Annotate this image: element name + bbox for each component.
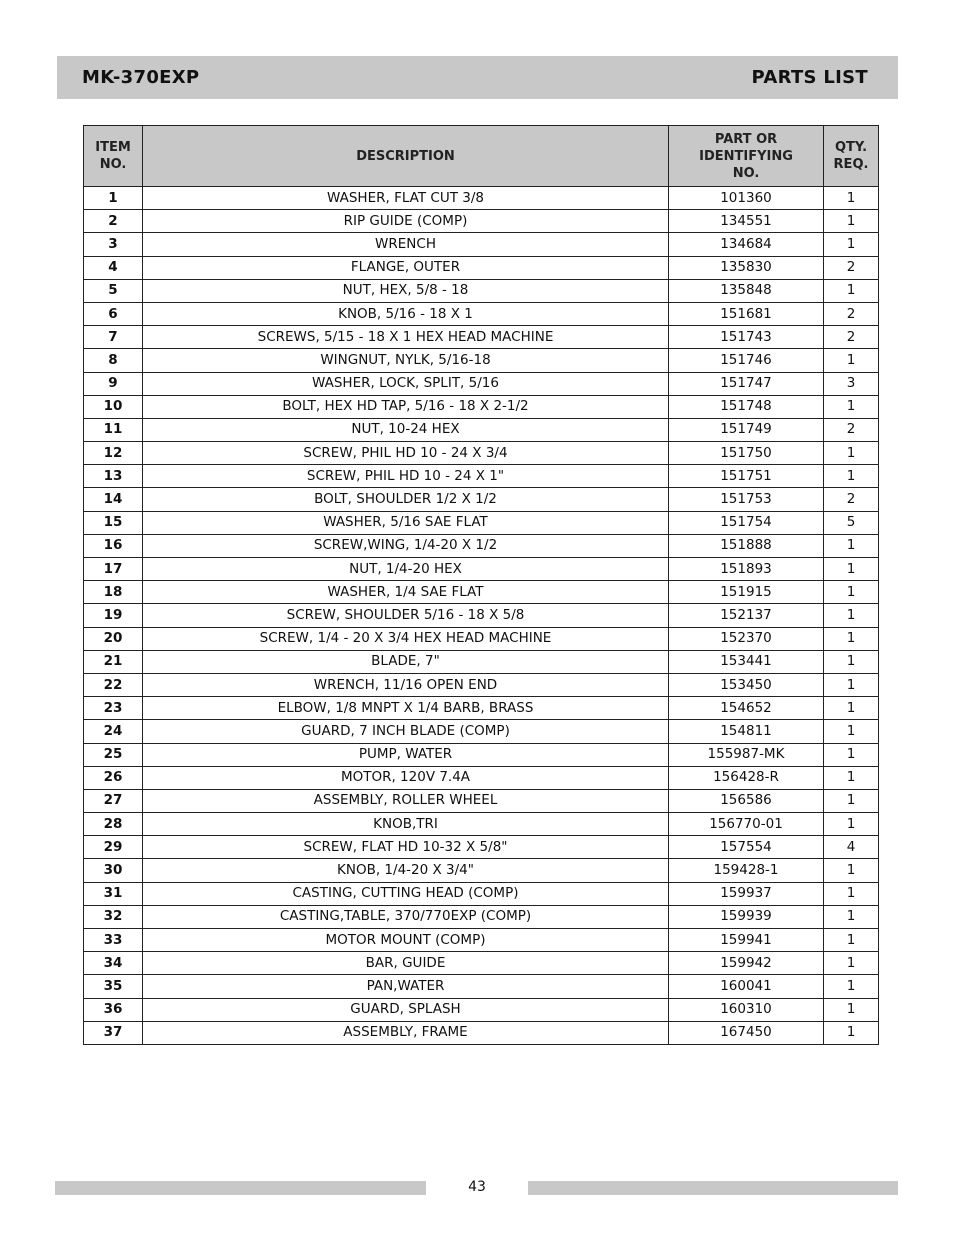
item-no-cell: 8 [84, 349, 143, 372]
description-cell: WASHER, LOCK, SPLIT, 5/16 [143, 372, 669, 395]
table-row [84, 488, 879, 511]
description-cell: SCREW, 1/4 - 20 X 3/4 HEX HEAD MACHINE [143, 627, 669, 650]
part-no-cell: 152370 [669, 627, 824, 650]
item-no-cell: 12 [84, 442, 143, 465]
part-no-cell: 160041 [669, 975, 824, 998]
qty-cell: 1 [824, 349, 879, 372]
item-no-cell: 28 [84, 813, 143, 836]
part-no-cell: 159937 [669, 882, 824, 905]
table-row [84, 882, 879, 905]
table-row [84, 813, 879, 836]
part-no-cell: 101360 [669, 187, 824, 210]
item-no-cell: 33 [84, 929, 143, 952]
table-row [84, 349, 879, 372]
qty-cell: 1 [824, 650, 879, 673]
table-row [84, 905, 879, 928]
item-no-cell: 37 [84, 1021, 143, 1044]
part-no-cell: 151750 [669, 442, 824, 465]
parts-table [83, 125, 879, 1045]
table-row [84, 627, 879, 650]
item-no-cell: 13 [84, 465, 143, 488]
part-no-cell: 159939 [669, 905, 824, 928]
part-no-cell: 155987-MK [669, 743, 824, 766]
qty-cell: 1 [824, 859, 879, 882]
item-no-cell: 25 [84, 743, 143, 766]
description-cell: WRENCH, 11/16 OPEN END [143, 673, 669, 696]
part-no-cell: 154811 [669, 720, 824, 743]
description-cell: SCREWS, 5/15 - 18 X 1 HEX HEAD MACHINE [143, 326, 669, 349]
part-no-cell: 156428-R [669, 766, 824, 789]
part-no-cell: 151748 [669, 395, 824, 418]
description-cell: KNOB,TRI [143, 813, 669, 836]
table-row [84, 465, 879, 488]
header-qty-text: QTY. REQ. [833, 140, 869, 172]
qty-cell: 1 [824, 813, 879, 836]
item-no-cell: 36 [84, 998, 143, 1021]
part-no-cell: 151749 [669, 418, 824, 441]
qty-cell: 1 [824, 210, 879, 233]
part-no-cell: 153441 [669, 650, 824, 673]
item-no-cell: 34 [84, 952, 143, 975]
description-cell: WRENCH [143, 233, 669, 256]
table-row [84, 302, 879, 325]
qty-cell: 1 [824, 697, 879, 720]
item-no-cell: 4 [84, 256, 143, 279]
description-cell: GUARD, 7 INCH BLADE (COMP) [143, 720, 669, 743]
part-no-cell: 160310 [669, 998, 824, 1021]
qty-cell: 1 [824, 1021, 879, 1044]
description-cell: MOTOR MOUNT (COMP) [143, 929, 669, 952]
qty-cell: 1 [824, 558, 879, 581]
table-row [84, 558, 879, 581]
description-cell: KNOB, 1/4-20 X 3/4" [143, 859, 669, 882]
item-no-cell: 29 [84, 836, 143, 859]
description-cell: FLANGE, OUTER [143, 256, 669, 279]
item-no-cell: 31 [84, 882, 143, 905]
description-cell: CASTING,TABLE, 370/770EXP (COMP) [143, 905, 669, 928]
part-no-cell: 134684 [669, 233, 824, 256]
item-no-cell: 19 [84, 604, 143, 627]
header-item-no-text: ITEM NO. [95, 140, 131, 172]
qty-cell: 2 [824, 488, 879, 511]
description-cell: MOTOR, 120V 7.4A [143, 766, 669, 789]
description-cell: NUT, HEX, 5/8 - 18 [143, 279, 669, 302]
item-no-cell: 23 [84, 697, 143, 720]
footer-bar-left [55, 1181, 426, 1195]
table-row [84, 279, 879, 302]
page-number: 43 [468, 1179, 486, 1195]
qty-cell: 1 [824, 465, 879, 488]
qty-cell: 5 [824, 511, 879, 534]
table-row [84, 511, 879, 534]
part-no-cell: 156586 [669, 789, 824, 812]
table-row [84, 766, 879, 789]
qty-cell: 1 [824, 998, 879, 1021]
part-no-cell: 151681 [669, 302, 824, 325]
table-row [84, 210, 879, 233]
header-description: DESCRIPTION [143, 126, 669, 187]
table-row [84, 256, 879, 279]
model-title: MK-370EXP [82, 67, 200, 88]
table-row [84, 604, 879, 627]
table-row [84, 395, 879, 418]
description-cell: BLADE, 7" [143, 650, 669, 673]
table-row [84, 929, 879, 952]
qty-cell: 1 [824, 882, 879, 905]
header-item-no [84, 126, 143, 187]
item-no-cell: 1 [84, 187, 143, 210]
item-no-cell: 11 [84, 418, 143, 441]
item-no-cell: 16 [84, 534, 143, 557]
part-no-cell: 151915 [669, 581, 824, 604]
part-no-cell: 151893 [669, 558, 824, 581]
qty-cell: 1 [824, 743, 879, 766]
qty-cell: 1 [824, 627, 879, 650]
description-cell: SCREW, PHIL HD 10 - 24 X 3/4 [143, 442, 669, 465]
qty-cell: 1 [824, 581, 879, 604]
qty-cell: 1 [824, 789, 879, 812]
qty-cell: 1 [824, 604, 879, 627]
qty-cell: 4 [824, 836, 879, 859]
item-no-cell: 7 [84, 326, 143, 349]
part-no-cell: 151743 [669, 326, 824, 349]
table-row [84, 743, 879, 766]
item-no-cell: 14 [84, 488, 143, 511]
part-no-cell: 151754 [669, 511, 824, 534]
qty-cell: 1 [824, 395, 879, 418]
part-no-cell: 159941 [669, 929, 824, 952]
table-row [84, 859, 879, 882]
table-header-row [84, 126, 879, 187]
qty-cell: 1 [824, 952, 879, 975]
header-part-no [669, 126, 824, 187]
description-cell: WASHER, 1/4 SAE FLAT [143, 581, 669, 604]
item-no-cell: 20 [84, 627, 143, 650]
table-row [84, 372, 879, 395]
qty-cell: 1 [824, 279, 879, 302]
description-cell: WASHER, 5/16 SAE FLAT [143, 511, 669, 534]
part-no-cell: 159428-1 [669, 859, 824, 882]
table-row [84, 673, 879, 696]
qty-cell: 2 [824, 418, 879, 441]
item-no-cell: 21 [84, 650, 143, 673]
part-no-cell: 135830 [669, 256, 824, 279]
table-row [84, 836, 879, 859]
part-no-cell: 156770-01 [669, 813, 824, 836]
part-no-cell: 153450 [669, 673, 824, 696]
description-cell: BAR, GUIDE [143, 952, 669, 975]
description-cell: SCREW, SHOULDER 5/16 - 18 X 5/8 [143, 604, 669, 627]
description-cell: CASTING, CUTTING HEAD (COMP) [143, 882, 669, 905]
description-cell: WASHER, FLAT CUT 3/8 [143, 187, 669, 210]
qty-cell: 1 [824, 233, 879, 256]
item-no-cell: 35 [84, 975, 143, 998]
part-no-cell: 152137 [669, 604, 824, 627]
qty-cell: 2 [824, 256, 879, 279]
description-cell: SCREW, FLAT HD 10-32 X 5/8" [143, 836, 669, 859]
header-qty [824, 126, 879, 187]
qty-cell: 1 [824, 442, 879, 465]
description-cell: NUT, 10-24 HEX [143, 418, 669, 441]
table-row [84, 720, 879, 743]
table-row [84, 581, 879, 604]
parts-table-body [84, 187, 879, 1045]
item-no-cell: 10 [84, 395, 143, 418]
part-no-cell: 151753 [669, 488, 824, 511]
table-row [84, 233, 879, 256]
part-no-cell: 151746 [669, 349, 824, 372]
item-no-cell: 22 [84, 673, 143, 696]
item-no-cell: 3 [84, 233, 143, 256]
table-row [84, 442, 879, 465]
description-cell: SCREW,WING, 1/4-20 X 1/2 [143, 534, 669, 557]
footer-bar-right [528, 1181, 898, 1195]
qty-cell: 1 [824, 673, 879, 696]
item-no-cell: 24 [84, 720, 143, 743]
part-no-cell: 135848 [669, 279, 824, 302]
qty-cell: 1 [824, 187, 879, 210]
description-cell: GUARD, SPLASH [143, 998, 669, 1021]
item-no-cell: 15 [84, 511, 143, 534]
table-row [84, 697, 879, 720]
description-cell: BOLT, SHOULDER 1/2 X 1/2 [143, 488, 669, 511]
qty-cell: 1 [824, 905, 879, 928]
item-no-cell: 2 [84, 210, 143, 233]
description-cell: PUMP, WATER [143, 743, 669, 766]
header-bar [57, 56, 898, 99]
description-cell: BOLT, HEX HD TAP, 5/16 - 18 X 2-1/2 [143, 395, 669, 418]
qty-cell: 1 [824, 766, 879, 789]
description-cell: NUT, 1/4-20 HEX [143, 558, 669, 581]
part-no-cell: 151751 [669, 465, 824, 488]
qty-cell: 1 [824, 929, 879, 952]
part-no-cell: 134551 [669, 210, 824, 233]
table-row [84, 534, 879, 557]
item-no-cell: 32 [84, 905, 143, 928]
part-no-cell: 159942 [669, 952, 824, 975]
description-cell: PAN,WATER [143, 975, 669, 998]
qty-cell: 1 [824, 534, 879, 557]
part-no-cell: 151888 [669, 534, 824, 557]
description-cell: ASSEMBLY, ROLLER WHEEL [143, 789, 669, 812]
table-row [84, 418, 879, 441]
description-cell: ASSEMBLY, FRAME [143, 1021, 669, 1044]
qty-cell: 2 [824, 326, 879, 349]
description-cell: RIP GUIDE (COMP) [143, 210, 669, 233]
item-no-cell: 5 [84, 279, 143, 302]
item-no-cell: 17 [84, 558, 143, 581]
table-row [84, 789, 879, 812]
part-no-cell: 157554 [669, 836, 824, 859]
table-row [84, 187, 879, 210]
item-no-cell: 26 [84, 766, 143, 789]
item-no-cell: 6 [84, 302, 143, 325]
qty-cell: 1 [824, 720, 879, 743]
item-no-cell: 9 [84, 372, 143, 395]
item-no-cell: 18 [84, 581, 143, 604]
description-cell: KNOB, 5/16 - 18 X 1 [143, 302, 669, 325]
item-no-cell: 27 [84, 789, 143, 812]
part-no-cell: 151747 [669, 372, 824, 395]
table-row [84, 326, 879, 349]
description-cell: WINGNUT, NYLK, 5/16-18 [143, 349, 669, 372]
part-no-cell: 154652 [669, 697, 824, 720]
table-row [84, 650, 879, 673]
part-no-cell: 167450 [669, 1021, 824, 1044]
description-cell: ELBOW, 1/8 MNPT X 1/4 BARB, BRASS [143, 697, 669, 720]
table-row [84, 952, 879, 975]
header-part-no-text: PART OR IDENTIFYING NO. [699, 131, 793, 181]
table-row [84, 1021, 879, 1044]
qty-cell: 1 [824, 975, 879, 998]
qty-cell: 2 [824, 302, 879, 325]
table-row [84, 975, 879, 998]
qty-cell: 3 [824, 372, 879, 395]
item-no-cell: 30 [84, 859, 143, 882]
description-cell: SCREW, PHIL HD 10 - 24 X 1" [143, 465, 669, 488]
table-row [84, 998, 879, 1021]
section-title: PARTS LIST [751, 67, 868, 88]
